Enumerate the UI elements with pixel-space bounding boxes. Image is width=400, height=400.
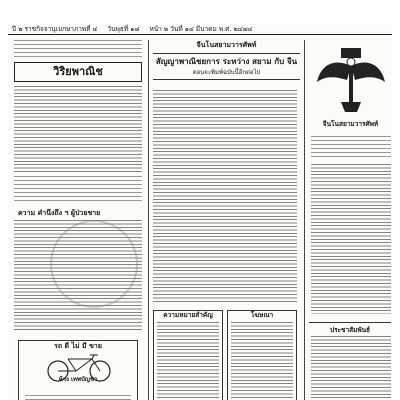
advertisement-box [18, 340, 138, 400]
masthead-item: หน้า ๒ วันที่ ๑๔ มีนาคม พ.ศ. ๒๔๗๔ [149, 25, 253, 33]
faded-stamp [50, 220, 138, 308]
bicycle-illustration [20, 353, 138, 383]
box-title: ความหมายสำคัญ [163, 311, 213, 319]
headline: สัญญาพาณิชยการ ระหว่าง สยาม กับ จีน [155, 57, 298, 66]
text-block [311, 164, 391, 314]
newspaper-page [8, 24, 392, 400]
text-block [311, 136, 391, 160]
divider [153, 79, 300, 80]
column-header: จีนโนสยามวารศัพท์ [196, 41, 257, 49]
text-block [25, 395, 131, 400]
section-title: ความ คำนึงถึง ฯ ผู้ป่วยชาย [18, 209, 101, 217]
text-block [14, 86, 142, 172]
text-block [14, 176, 142, 204]
divider [153, 53, 300, 54]
masthead-line [8, 24, 392, 35]
ad-subtitle: ห้าง เทพบัญชา [58, 376, 98, 383]
text-block [153, 90, 297, 304]
text-block [157, 322, 219, 400]
text-block [231, 322, 293, 400]
royal-emblem-icon [311, 46, 391, 116]
subhead: ตอนจะพิมพ์ฉบับนี้อีกต่อไป [192, 69, 261, 76]
text-block [14, 40, 142, 58]
box-title: โฆษณา [250, 311, 274, 319]
text-block [311, 336, 391, 400]
left-column [14, 40, 142, 400]
right-column [304, 40, 392, 400]
masthead-item: ปี ๒ ราชกิจจานุเบกษาภาพที่ ๔ [12, 25, 98, 33]
banner-title: วิริยพาณิช [14, 62, 142, 82]
divider [309, 322, 391, 323]
section-title: ประชาสัมพันธ์ [329, 326, 371, 334]
column-label: จีนโนสยามวารศัพท์ [322, 120, 379, 128]
article-box [153, 310, 223, 400]
middle-column [148, 40, 300, 400]
ad-title: รถ ดี ไม่ มี ขาย [54, 342, 102, 350]
article-box [227, 310, 297, 400]
masthead-item: วันพุธที่ ๑๘ [107, 25, 140, 33]
